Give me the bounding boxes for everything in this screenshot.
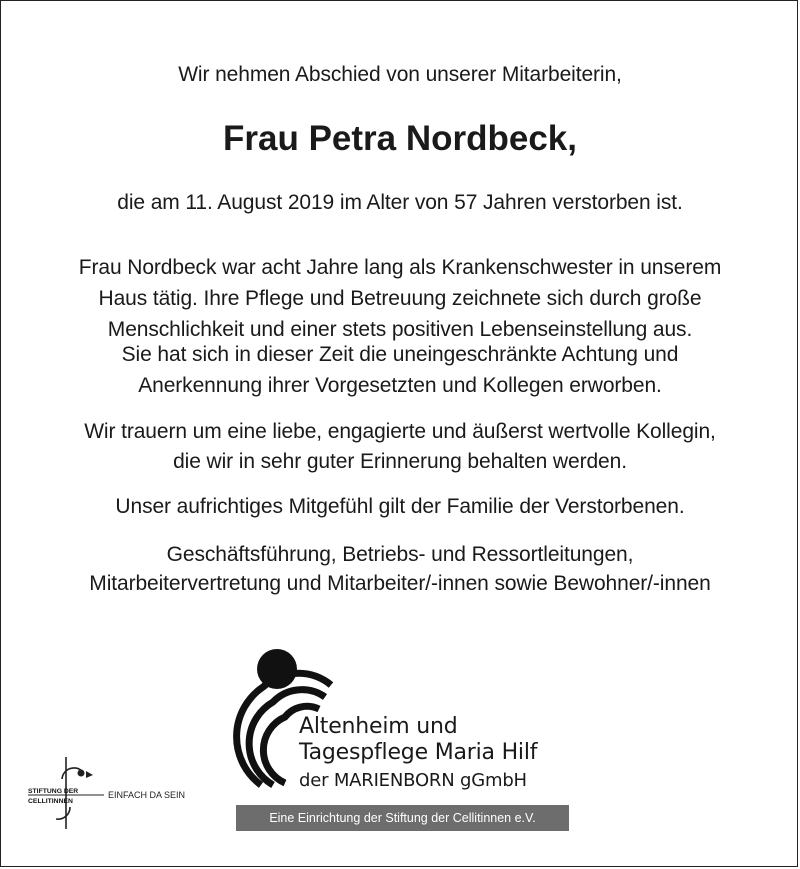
foundation-logo-icon bbox=[26, 757, 106, 833]
institution-name-line2: Tagespflege Maria Hilf bbox=[299, 740, 538, 765]
foundation-banner: Eine Einrichtung der Stiftung der Cellitinnen e.V. bbox=[236, 805, 569, 831]
foundation-name-line2: CELLITINNEN bbox=[28, 798, 73, 805]
paragraph-line: Haus tätig. Ihre Pflege und Betreuung zeichnete sich durch große bbox=[98, 287, 702, 310]
paragraph-line: Sie hat sich in dieser Zeit die uneingeschränkte Achtung und bbox=[121, 343, 679, 366]
paragraph-line: Menschlichkeit und einer stets positiven Lebenseinstellung aus. bbox=[107, 318, 693, 341]
institution-name-line3: der MARIENBORN gGmbH bbox=[299, 770, 527, 791]
deceased-name: Frau Petra Nordbeck, bbox=[223, 119, 577, 158]
institution-name-line1: Altenheim und bbox=[299, 714, 458, 739]
paragraph-line: die wir in sehr guter Erinnerung behalten werden. bbox=[173, 450, 627, 473]
death-date-text: die am 11. August 2019 im Alter von 57 Jahren verstorben ist. bbox=[117, 191, 683, 214]
intro-text: Wir nehmen Abschied von unserer Mitarbeiterin, bbox=[178, 63, 622, 86]
condolence-text: Unser aufrichtiges Mitgefühl gilt der Familie der Verstorbenen. bbox=[115, 495, 685, 518]
signatory-line: Mitarbeitervertretung und Mitarbeiter/-innen sowie Bewohner/-innen bbox=[89, 572, 711, 595]
foundation-slogan: EINFACH DA SEIN bbox=[108, 790, 186, 800]
paragraph-line: Wir trauern um eine liebe, engagierte und äußerst wertvolle Kollegin, bbox=[84, 420, 716, 443]
signatory-line: Geschäftsführung, Betriebs- und Ressortleitungen, bbox=[166, 543, 634, 566]
paragraph-line: Anerkennung ihrer Vorgesetzten und Kollegen erworben. bbox=[138, 374, 662, 397]
paragraph-line: Frau Nordbeck war acht Jahre lang als Krankenschwester in unserem bbox=[78, 256, 722, 279]
foundation-name-line1: STIFTUNG DER bbox=[28, 788, 79, 795]
